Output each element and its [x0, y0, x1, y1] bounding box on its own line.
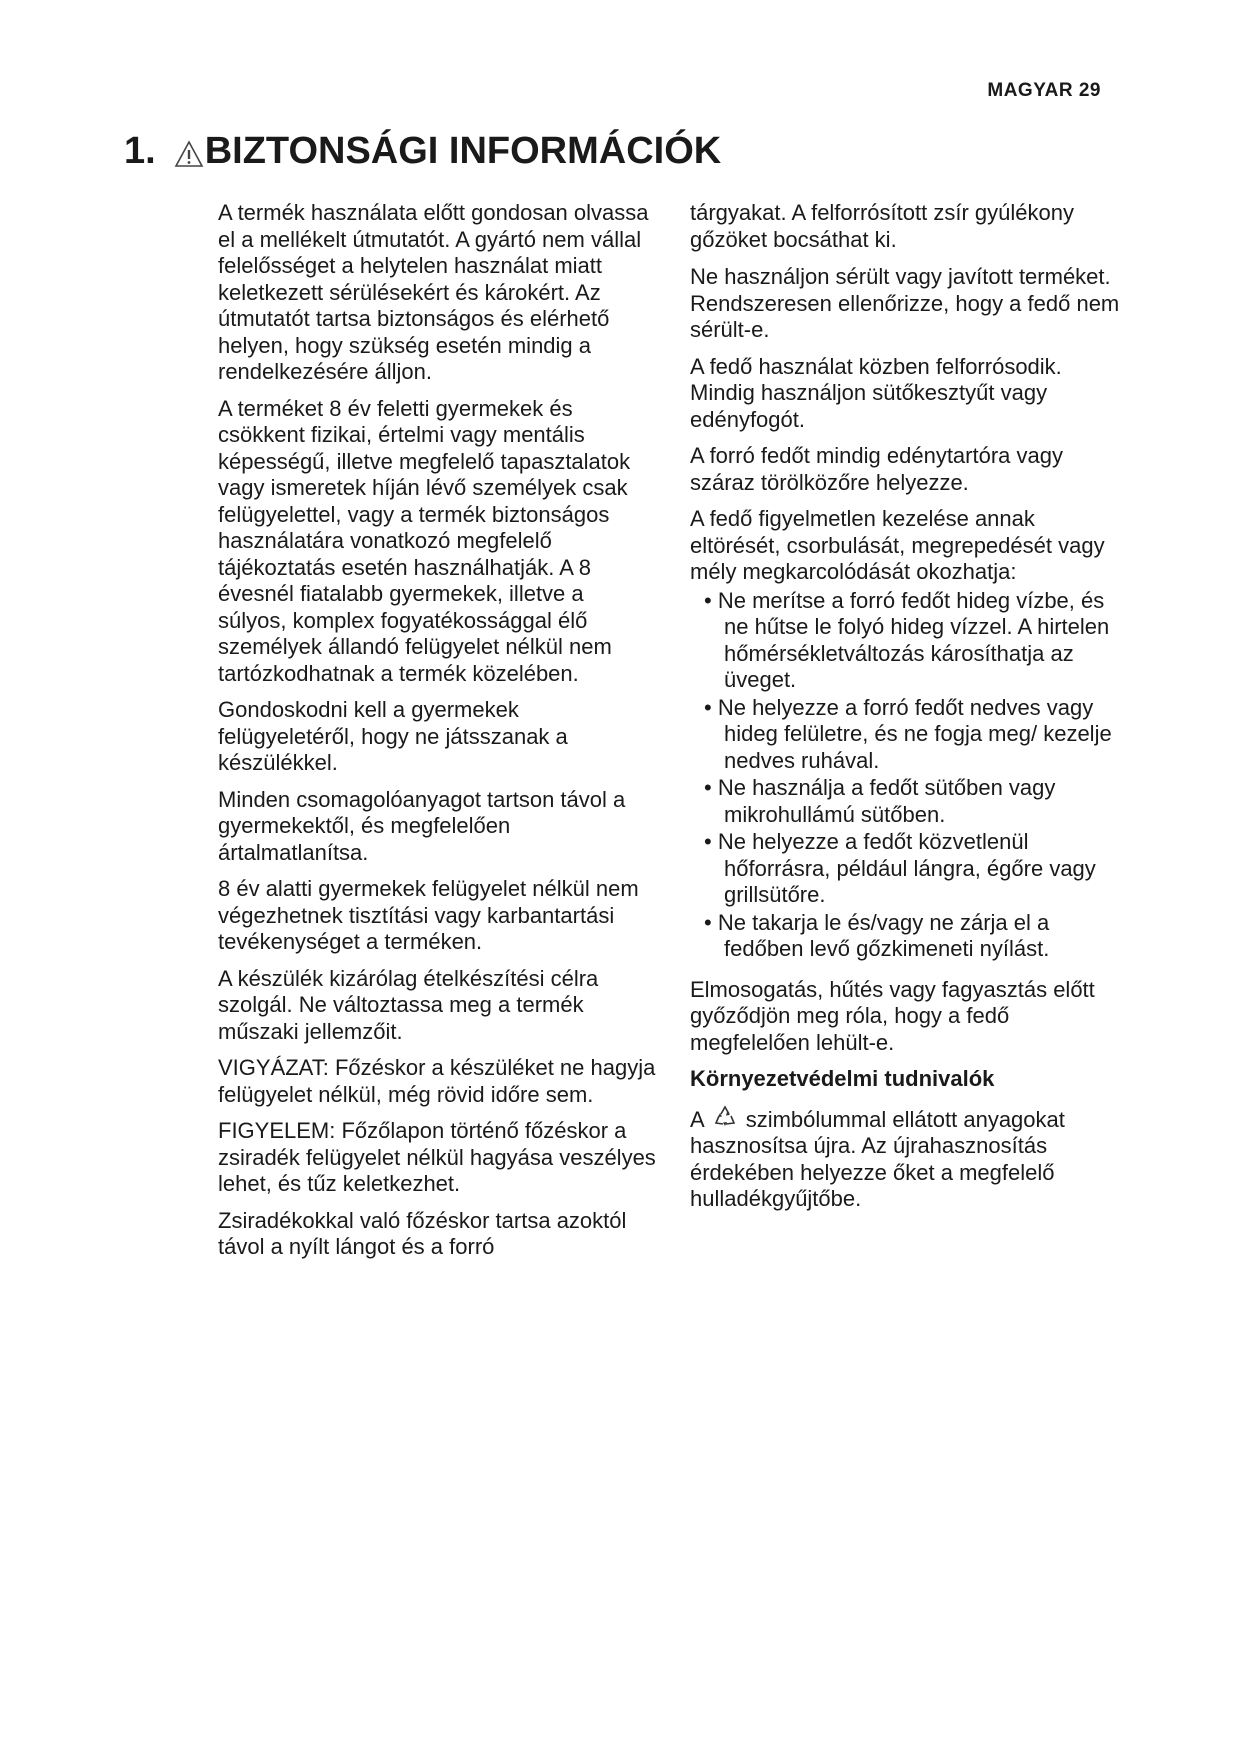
environment-heading: Környezetvédelmi tudnivalók [690, 1066, 995, 1091]
paragraph: VIGYÁZAT: Főzéskor a készüléket ne hagyja felügyelet nélkül, még rövid időre sem. [218, 1055, 656, 1107]
list-item: • Ne merítse a forró fedőt hideg vízbe, és ne hűtse le folyó hideg vízzel. A hirtelen hőmérsékletváltozás károsíthatja az üveget. [690, 588, 1130, 694]
recycle-icon [712, 1103, 738, 1129]
paragraph: A fedő használat közben felforrósodik. Mindig használjon sütőkesztyűt vagy edényfogót. [690, 353, 1062, 432]
paragraph: 8 év alatti gyermekek felügyelet nélkül nem végezhetnek tisztítási vagy karbantartási tevékenységet a terméken. [218, 876, 639, 954]
paragraph: Gondoskodni kell a gyermekek felügyeletéről, hogy ne játsszanak a készülékkel. [218, 697, 568, 775]
paragraph: A fedő figyelmetlen kezelése annak eltörését, csorbulását, megrepedését vagy mély megkarcolódását okozhatja: [690, 506, 1105, 584]
paragraph: Ne használjon sérült vagy javított terméket. Rendszeresen ellenőrizze, hogy a fedő nem sérült-e. [690, 264, 1120, 342]
env-text-end: szimbólummal ellátott anyagokat hasznosítsa újra. Az újrahasznosítás érdekében helyezze őket a megfelelő hulladékgyűjtőbe. [690, 1106, 1065, 1211]
paragraph: Zsiradékokkal való főzéskor tartsa azoktól távol a nyílt lángot és a forró [218, 1207, 627, 1259]
section-number: 1. [124, 130, 156, 172]
warning-triangle-icon [174, 140, 204, 168]
list-item: • Ne helyezze a forró fedőt nedves vagy hideg felületre, és ne fogja meg/ kezelje nedves ruhával. [690, 695, 1130, 775]
paragraph: Minden csomagolóanyagot tartson távol a gyermekektől, és megfelelően ártalmatlanítsa. [218, 786, 626, 865]
environment-paragraph [690, 1103, 1130, 1213]
page-label: MAGYAR 29 [987, 80, 1101, 101]
right-column [690, 200, 1130, 1223]
paragraph: Elmosogatás, hűtés vagy fagyasztás előtt győződjön meg róla, hogy a fedő megfelelően lehült-e. [690, 976, 1095, 1055]
env-text-start: A [690, 1106, 704, 1132]
paragraph: A készülék kizárólag ételkészítési célra szolgál. Ne változtassa meg a termék műszaki jellemzőit. [218, 965, 599, 1044]
list-item: • Ne használja a fedőt sütőben vagy mikrohullámú sütőben. [690, 775, 1130, 828]
section-title [124, 130, 721, 173]
paragraph: A termék használata előtt gondosan olvassa el a mellékelt útmutatót. A gyártó nem vállal felelősséget a helytelen használat miatt keletkezett sérülésekért és károkért. Az útmutatót tartsa biztonságos és elérhető helyen, hogy szükség esetén mindig a rendelkezésére álljon. [218, 200, 649, 384]
paragraph: A terméket 8 év feletti gyermekek és csökkent fizikai, értelmi vagy mentális képességű, illetve megfelelő tapasztalatok vagy ismeretek híján lévő személyek csak felügyelettel, vagy a termék biztonságos használatára vonatkozó megfelelő tájékoztatás esetén használhatják. A 8 évesnél fiatalabb gyermekek, illetve a súlyos, komplex fogyatékossággal élő személyek állandó felügyelet nélkül nem tartózkodhatnak a termék közelében. [218, 395, 631, 686]
left-column [218, 200, 658, 1271]
list-item: • Ne helyezze a fedőt közvetlenül hőforrásra, például lángra, égőre vagy grillsütőre. [690, 829, 1130, 909]
section-title-text: BIZTONSÁGI INFORMÁCIÓK [204, 130, 722, 172]
bullet-list [690, 588, 1130, 963]
paragraph: FIGYELEM: Főzőlapon történő főzéskor a zsiradék felügyelet nélkül hagyása veszélyes lehet, és tűz keletkezhet. [218, 1118, 656, 1196]
paragraph: A forró fedőt mindig edénytartóra vagy száraz törölközőre helyezze. [690, 443, 1063, 495]
paragraph: tárgyakat. A felforrósított zsír gyúlékony gőzöket bocsáthat ki. [690, 200, 1074, 252]
list-item: • Ne takarja le és/vagy ne zárja el a fedőben levő gőzkimeneti nyílást. [690, 910, 1130, 963]
